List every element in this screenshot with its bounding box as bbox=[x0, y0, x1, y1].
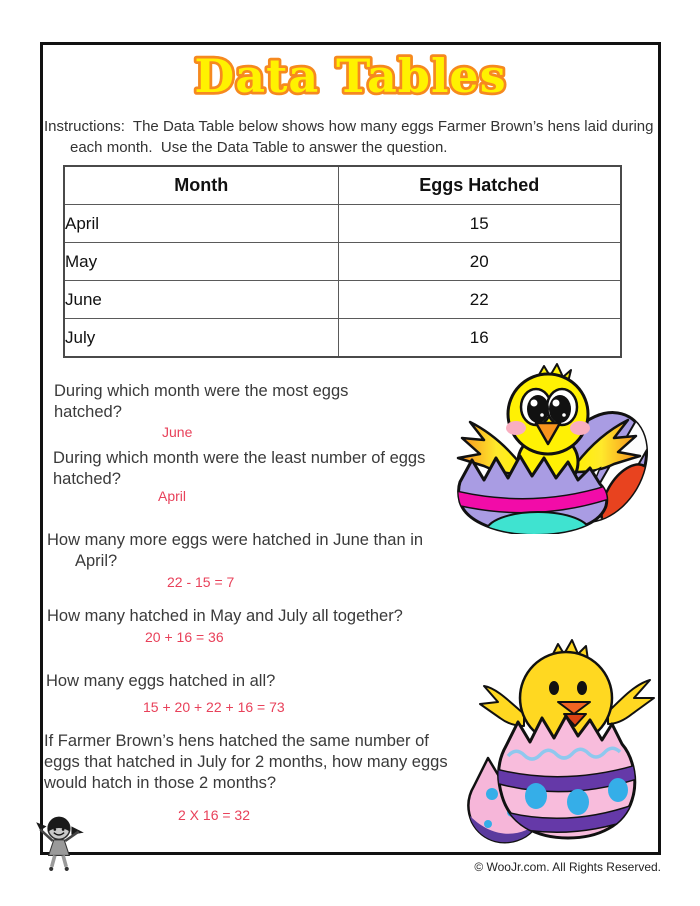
question-3: How many more eggs were hatched in June than in April? bbox=[47, 531, 424, 570]
answer-5: 15 + 20 + 22 + 16 = 73 bbox=[143, 699, 285, 715]
chick-pink-egg-illustration bbox=[466, 636, 681, 858]
leg-left bbox=[52, 855, 55, 866]
egg-dot bbox=[525, 783, 547, 809]
month-cell: April bbox=[64, 205, 338, 243]
chick-left-wing bbox=[480, 686, 524, 726]
page-title-art bbox=[40, 46, 661, 108]
chick-purple-egg-illustration bbox=[450, 362, 655, 534]
copyright-text: © WooJr.com. All Rights Reserved. bbox=[474, 860, 661, 874]
eggs-cell: 16 bbox=[338, 319, 621, 358]
chick-cheek-left bbox=[506, 421, 526, 435]
mascot-dress bbox=[49, 840, 70, 856]
question-4: How many hatched in May and July all together? bbox=[47, 607, 403, 625]
answer-6: 2 X 16 = 32 bbox=[178, 807, 251, 823]
table-row bbox=[64, 243, 621, 281]
answer-3: 22 - 15 = 7 bbox=[167, 574, 235, 590]
column-header-eggs: Eggs Hatched bbox=[338, 166, 621, 205]
table-row bbox=[64, 205, 621, 243]
chick-eye-right bbox=[577, 681, 587, 695]
page-title: Data Tables bbox=[194, 49, 507, 103]
chick-cheek-right bbox=[570, 421, 590, 435]
question-6: If Farmer Brown’s hens hatched the same number of eggs that hatched in July for 2 months, how many eggs would hatch in those 2 months? bbox=[44, 732, 448, 792]
egg-dot bbox=[608, 778, 628, 802]
eggs-cell: 22 bbox=[338, 281, 621, 319]
month-cell: June bbox=[64, 281, 338, 319]
month-cell: July bbox=[64, 319, 338, 358]
table-row bbox=[64, 281, 621, 319]
eggs-cell: 15 bbox=[338, 205, 621, 243]
answer-1: June bbox=[162, 424, 193, 440]
eggs-cell: 20 bbox=[338, 243, 621, 281]
data-table bbox=[63, 165, 622, 358]
instructions-text: Instructions: The Data Table below shows how many eggs Farmer Brown’s hens laid during each month. Use the Data Table to answer the question. bbox=[44, 118, 658, 156]
table-row bbox=[64, 319, 621, 358]
woojr-mascot-logo bbox=[34, 814, 86, 872]
answer-2: April bbox=[158, 488, 187, 504]
pink-egg bbox=[492, 716, 646, 838]
question-1: During which month were the most eggs hatched? bbox=[54, 382, 349, 421]
month-cell: May bbox=[64, 243, 338, 281]
question-2: During which month were the least number of eggs hatched? bbox=[53, 449, 426, 488]
chick-eye-left bbox=[549, 681, 559, 695]
chick-right-wing bbox=[608, 680, 654, 724]
column-header-month: Month bbox=[64, 166, 338, 205]
answer-4: 20 + 16 = 36 bbox=[145, 629, 224, 645]
table-header-row bbox=[64, 166, 621, 205]
egg-dot bbox=[567, 789, 589, 815]
question-5: How many eggs hatched in all? bbox=[46, 672, 276, 690]
leg-right bbox=[63, 855, 66, 866]
